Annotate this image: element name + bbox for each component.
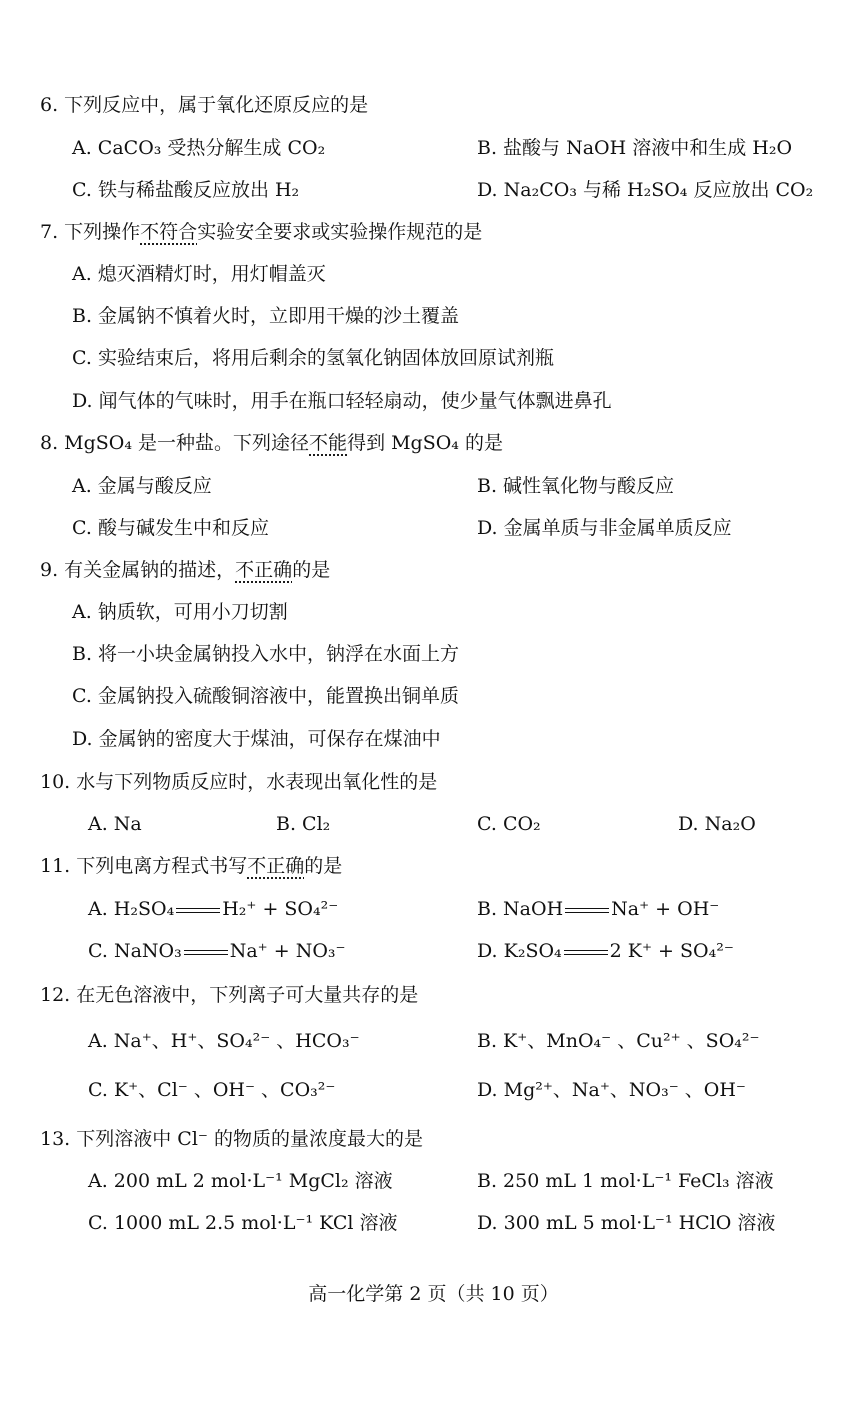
question-10-option-c: C. CO₂ bbox=[477, 813, 541, 835]
question-8-option-c: C. 酸与碱发生中和反应 bbox=[72, 517, 269, 539]
question-11-d-rhs: 2 K⁺ + SO₄²⁻ bbox=[609, 940, 734, 962]
question-11-option-d bbox=[477, 938, 734, 964]
question-11-b-rhs: Na⁺ + OH⁻ bbox=[611, 898, 720, 920]
question-11-option-b bbox=[477, 896, 719, 922]
question-10-option-b: B. Cl₂ bbox=[276, 813, 331, 835]
question-11-emphasis: 不正确 bbox=[247, 855, 305, 877]
question-7-stem-post: 实验安全要求或实验操作规范的是 bbox=[197, 221, 483, 243]
question-6-option-a: A. CaCO₃ 受热分解生成 CO₂ bbox=[72, 137, 326, 159]
question-13-stem: 13. 下列溶液中 Cl⁻ 的物质的量浓度最大的是 bbox=[40, 1128, 423, 1150]
question-13-option-c: C. 1000 mL 2.5 mol·L⁻¹ KCl 溶液 bbox=[88, 1212, 398, 1234]
question-11-option-c bbox=[88, 938, 346, 964]
question-7-option-b: B. 金属钠不慎着火时，立即用干燥的沙土覆盖 bbox=[72, 305, 460, 327]
page-footer: 高一化学第 2 页（共 10 页） bbox=[308, 1283, 559, 1305]
question-6-option-d: D. Na₂CO₃ 与稀 H₂SO₄ 反应放出 CO₂ bbox=[477, 179, 814, 201]
equals-sign-icon bbox=[564, 950, 608, 955]
question-9-stem-post: 的是 bbox=[292, 559, 331, 581]
question-13-option-d: D. 300 mL 5 mol·L⁻¹ HClO 溶液 bbox=[477, 1212, 776, 1234]
question-10-stem: 10. 水与下列物质反应时，水表现出氧化性的是 bbox=[40, 771, 438, 793]
question-11-a-rhs: H₂⁺ + SO₄²⁻ bbox=[222, 898, 339, 920]
question-6-option-b: B. 盐酸与 NaOH 溶液中和生成 H₂O bbox=[477, 137, 793, 159]
question-6-stem: 6. 下列反应中，属于氧化还原反应的是 bbox=[40, 94, 369, 116]
question-8-stem-pre: 8. MgSO₄ 是一种盐。下列途径 bbox=[40, 432, 310, 454]
question-7-option-c: C. 实验结束后，将用后剩余的氢氧化钠固体放回原试剂瓶 bbox=[72, 347, 554, 369]
question-8-option-a: A. 金属与酸反应 bbox=[72, 475, 212, 497]
question-11-c-lhs: C. NaNO₃ bbox=[88, 940, 182, 962]
question-7-option-a: A. 熄灭酒精灯时，用灯帽盖灭 bbox=[72, 263, 326, 285]
equals-sign-icon bbox=[565, 908, 609, 913]
question-8-emphasis: 不能 bbox=[309, 432, 348, 454]
equals-sign-icon bbox=[184, 950, 228, 955]
question-10-option-d: D. Na₂O bbox=[678, 813, 756, 835]
question-7-stem-pre: 7. 下列操作 bbox=[40, 221, 141, 243]
question-7-emphasis: 不符合 bbox=[140, 221, 198, 243]
question-12-option-a: A. Na⁺、H⁺、SO₄²⁻ 、HCO₃⁻ bbox=[88, 1030, 360, 1052]
question-11-stem bbox=[40, 853, 342, 879]
question-12-option-b: B. K⁺、MnO₄⁻ 、Cu²⁺ 、SO₄²⁻ bbox=[477, 1030, 760, 1052]
question-9-emphasis: 不正确 bbox=[235, 559, 293, 581]
question-6-option-c: C. 铁与稀盐酸反应放出 H₂ bbox=[72, 179, 300, 201]
question-8-option-b: B. 碱性氧化物与酸反应 bbox=[477, 475, 675, 497]
question-7-option-d: D. 闻气体的气味时，用手在瓶口轻轻扇动，使少量气体飘进鼻孔 bbox=[72, 390, 612, 412]
question-13-option-b: B. 250 mL 1 mol·L⁻¹ FeCl₃ 溶液 bbox=[477, 1170, 774, 1192]
question-10-option-a: A. Na bbox=[88, 813, 142, 835]
question-11-stem-pre: 11. 下列电离方程式书写 bbox=[40, 855, 248, 877]
question-11-d-lhs: D. K₂SO₄ bbox=[477, 940, 562, 962]
equals-sign-icon bbox=[176, 908, 220, 913]
question-9-option-a: A. 钠质软，可用小刀切割 bbox=[72, 601, 288, 623]
question-9-option-c: C. 金属钠投入硫酸铜溶液中，能置换出铜单质 bbox=[72, 685, 459, 707]
question-8-option-d: D. 金属单质与非金属单质反应 bbox=[477, 517, 732, 539]
question-9-stem bbox=[40, 557, 330, 583]
question-11-c-rhs: Na⁺ + NO₃⁻ bbox=[229, 940, 346, 962]
question-8-stem bbox=[40, 430, 503, 456]
question-11-stem-post: 的是 bbox=[304, 855, 343, 877]
question-13-option-a: A. 200 mL 2 mol·L⁻¹ MgCl₂ 溶液 bbox=[88, 1170, 393, 1192]
question-9-option-b: B. 将一小块金属钠投入水中，钠浮在水面上方 bbox=[72, 643, 460, 665]
question-12-option-d: D. Mg²⁺、Na⁺、NO₃⁻ 、OH⁻ bbox=[477, 1079, 746, 1101]
question-12-stem: 12. 在无色溶液中，下列离子可大量共存的是 bbox=[40, 984, 419, 1006]
question-11-option-a bbox=[88, 896, 338, 922]
question-8-stem-post: 得到 MgSO₄ 的是 bbox=[347, 432, 503, 454]
question-11-b-lhs: B. NaOH bbox=[477, 898, 564, 920]
question-9-option-d: D. 金属钠的密度大于煤油，可保存在煤油中 bbox=[72, 728, 441, 750]
question-12-option-c: C. K⁺、Cl⁻ 、OH⁻ 、CO₃²⁻ bbox=[88, 1079, 336, 1101]
question-11-a-lhs: A. H₂SO₄ bbox=[88, 898, 175, 920]
question-9-stem-pre: 9. 有关金属钠的描述， bbox=[40, 559, 236, 581]
question-7-stem bbox=[40, 219, 482, 245]
